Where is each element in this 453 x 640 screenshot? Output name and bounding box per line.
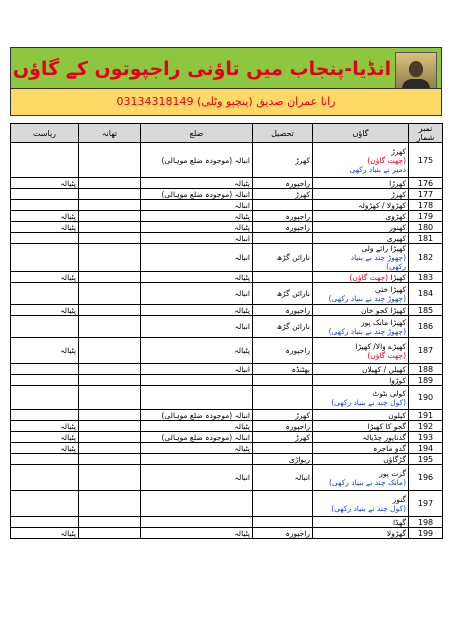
village-line: کھیڑے والا/ کھیڑا [355, 341, 406, 351]
col-header-tehsil: تحصیل [253, 124, 313, 143]
cell-tehsil: راجپورہ [253, 305, 313, 316]
col-header-thana: تھانہ [79, 124, 141, 143]
cell-state [11, 233, 79, 244]
village-line: کھیڑا مانک پور [361, 317, 406, 327]
cell-state: پٹیالہ [11, 178, 79, 189]
cell-state: پٹیالہ [11, 211, 79, 222]
village-line: کھیڑا خئی [374, 284, 406, 294]
cell-thana [79, 222, 141, 233]
cell-thana [79, 454, 141, 465]
cell-village [313, 517, 409, 528]
cell-num: 184 [409, 283, 443, 305]
cell-district [141, 375, 253, 386]
cell-tehsil [253, 233, 313, 244]
cell-village [313, 432, 409, 443]
table-row [11, 283, 443, 305]
villages-table [10, 123, 443, 539]
cell-num: 194 [409, 443, 443, 454]
table-row [11, 244, 443, 272]
table-row [11, 443, 443, 454]
village-line: گجو کا کھیڑا [367, 421, 406, 431]
cell-tehsil: نارائن گڑھ [253, 316, 313, 338]
cell-thana [79, 386, 141, 410]
table-row [11, 465, 443, 491]
table-row [11, 386, 443, 410]
cell-thana [79, 410, 141, 421]
cell-num: 193 [409, 432, 443, 443]
cell-village [313, 222, 409, 233]
cell-state [11, 316, 79, 338]
cell-district: پٹیالہ [141, 272, 253, 283]
col-header-num: نمبر شمار [409, 124, 443, 143]
cell-thana [79, 443, 141, 454]
cell-thana [79, 432, 141, 443]
author-line: رانا عمران صدیق (پنچپو وٹلی) 03134318149 [116, 95, 336, 108]
cell-tehsil [253, 517, 313, 528]
village-line: کھیڑا کجو خان [361, 305, 406, 315]
cell-district: پٹیالہ [141, 443, 253, 454]
village-line: کھنور [389, 222, 406, 232]
cell-tehsil [253, 272, 313, 283]
cell-tehsil: راجپورہ [253, 211, 313, 222]
cell-num: 181 [409, 233, 443, 244]
cell-village [313, 178, 409, 189]
cell-num: 190 [409, 386, 443, 410]
cell-state [11, 244, 79, 272]
cell-tehsil: کھرڑ [253, 410, 313, 421]
village-line: گھڈا [392, 517, 406, 527]
portrait-head [409, 61, 423, 77]
author-banner [10, 88, 442, 116]
cell-num: 183 [409, 272, 443, 283]
cell-village [313, 272, 409, 283]
cell-state [11, 517, 79, 528]
cell-village [313, 491, 409, 517]
village-line: گھڑولا [386, 528, 406, 538]
cell-tehsil: نارائن گڑھ [253, 244, 313, 272]
cell-tehsil: راجپورہ [253, 178, 313, 189]
cell-tehsil: بھٹنڈہ [253, 364, 313, 375]
cell-tehsil: نارائن گڑھ [253, 283, 313, 305]
table-row [11, 421, 443, 432]
village-line: گزت پور [379, 468, 406, 478]
village-line: کھیلن / کھیلاں [361, 364, 406, 374]
cell-village [313, 283, 409, 305]
cell-tehsil [253, 443, 313, 454]
cell-state: پٹیالہ [11, 432, 79, 443]
cell-state [11, 200, 79, 211]
village-line: کھیڑا (چھت گاؤں) [349, 272, 406, 282]
cell-num: 186 [409, 316, 443, 338]
cell-thana [79, 465, 141, 491]
cell-district: انبالہ [141, 316, 253, 338]
cell-village [313, 443, 409, 454]
cell-village [313, 421, 409, 432]
cell-district: پٹیالہ [141, 421, 253, 432]
table-row [11, 491, 443, 517]
cell-state [11, 454, 79, 465]
cell-tehsil: کھرڑ [253, 143, 313, 178]
cell-num: 189 [409, 375, 443, 386]
cell-district [141, 517, 253, 528]
table-row [11, 272, 443, 283]
cell-thana [79, 305, 141, 316]
cell-state [11, 465, 79, 491]
cell-state: پٹیالہ [11, 222, 79, 233]
cell-village [313, 375, 409, 386]
cell-district [141, 386, 253, 410]
table-row [11, 517, 443, 528]
cell-district: انبالہ [141, 200, 253, 211]
cell-tehsil: ریواڑی [253, 454, 313, 465]
cell-thana [79, 364, 141, 375]
cell-village [313, 211, 409, 222]
table-row [11, 316, 443, 338]
col-header-village: گاؤں [313, 124, 409, 143]
cell-tehsil: کھرڑ [253, 432, 313, 443]
page-title: انڈیا-پنجاب میں تاؤنی راجپوتوں کے گاؤں [12, 58, 392, 80]
cell-tehsil [253, 200, 313, 211]
cell-thana [79, 338, 141, 364]
cell-num: 187 [409, 338, 443, 364]
cell-village [313, 454, 409, 465]
cell-village [313, 305, 409, 316]
table-row [11, 454, 443, 465]
cell-village [313, 244, 409, 272]
village-line: (چھوڑ چند نے بنیاد رکھی) [328, 293, 406, 303]
cell-tehsil [253, 375, 313, 386]
cell-thana [79, 143, 141, 178]
village-line: کھرڑ [391, 146, 406, 156]
cell-village [313, 410, 409, 421]
cell-thana [79, 375, 141, 386]
village-line: رکھی) [386, 262, 406, 271]
cell-state [11, 143, 79, 178]
village-line: کھڑوی [385, 211, 406, 221]
cell-district: پٹیالہ [141, 338, 253, 364]
cell-village [313, 364, 409, 375]
village-line: گنور [392, 494, 406, 504]
cell-district: پٹیالہ [141, 178, 253, 189]
table-row [11, 305, 443, 316]
cell-state: پٹیالہ [11, 528, 79, 539]
cell-village [313, 465, 409, 491]
cell-state [11, 283, 79, 305]
cell-state [11, 375, 79, 386]
village-line: (چھت گاؤں) [367, 155, 406, 165]
table-row [11, 178, 443, 189]
cell-num: 178 [409, 200, 443, 211]
table-row [11, 338, 443, 364]
cell-tehsil: راجپورہ [253, 338, 313, 364]
cell-district [141, 491, 253, 517]
cell-state: پٹیالہ [11, 305, 79, 316]
cell-village [313, 189, 409, 200]
village-line: (کول چند نے بنیاد رکھی) [331, 397, 406, 407]
cell-tehsil: انبالہ [253, 465, 313, 491]
cell-thana [79, 189, 141, 200]
cell-state [11, 410, 79, 421]
cell-num: 191 [409, 410, 443, 421]
table-row [11, 364, 443, 375]
cell-district: پٹیالہ [141, 211, 253, 222]
col-header-district: ضلع [141, 124, 253, 143]
village-line: (چھوڑ چند نے بنیاد [350, 253, 406, 262]
table-row [11, 528, 443, 539]
cell-village [313, 528, 409, 539]
cell-tehsil: راجپورہ [253, 528, 313, 539]
cell-num: 185 [409, 305, 443, 316]
table-row [11, 189, 443, 200]
table-row [11, 200, 443, 211]
cell-district: انبالہ [141, 283, 253, 305]
cell-district: انبالہ (موجودہ ضلع موہالی) [141, 410, 253, 421]
cell-thana [79, 233, 141, 244]
cell-thana [79, 528, 141, 539]
table-row [11, 222, 443, 233]
cell-num: 198 [409, 517, 443, 528]
cell-district: پٹیالہ [141, 528, 253, 539]
village-line: کھرڑ [391, 189, 406, 199]
cell-num: 180 [409, 222, 443, 233]
cell-num: 177 [409, 189, 443, 200]
village-line: گدناپور چڈیالہ [362, 432, 406, 442]
cell-state: پٹیالہ [11, 443, 79, 454]
cell-village [313, 143, 409, 178]
col-header-state: ریاست [11, 124, 79, 143]
cell-thana [79, 244, 141, 272]
cell-thana [79, 178, 141, 189]
cell-num: 197 [409, 491, 443, 517]
cell-district: انبالہ (موجودہ ضلع موہالی) [141, 143, 253, 178]
cell-district: انبالہ (موجودہ ضلع موہالی) [141, 432, 253, 443]
cell-state: پٹیالہ [11, 421, 79, 432]
cell-district: انبالہ [141, 465, 253, 491]
village-line: کھڑولا / کھڑولہ [358, 200, 406, 210]
cell-tehsil [253, 386, 313, 410]
cell-village [313, 233, 409, 244]
cell-state: پٹیالہ [11, 338, 79, 364]
cell-num: 196 [409, 465, 443, 491]
cell-num: 179 [409, 211, 443, 222]
cell-district [141, 454, 253, 465]
cell-num: 176 [409, 178, 443, 189]
cell-district: انبالہ [141, 364, 253, 375]
cell-thana [79, 211, 141, 222]
cell-district: انبالہ [141, 233, 253, 244]
table-row [11, 143, 443, 178]
village-line: کھیری [386, 233, 406, 243]
cell-thana [79, 316, 141, 338]
cell-state [11, 189, 79, 200]
cell-district: پٹیالہ [141, 305, 253, 316]
village-line: گدو ماجرہ [373, 443, 406, 453]
table-row [11, 410, 443, 421]
cell-num: 188 [409, 364, 443, 375]
cell-num: 175 [409, 143, 443, 178]
village-line: کھرڑا [389, 178, 406, 188]
table-body [11, 143, 443, 539]
village-line: کولی بٹوٹ [372, 388, 406, 398]
village-line: کوڑوا [389, 375, 406, 385]
village-line: (کول چند نے بنیاد رکھی) [331, 503, 406, 513]
cell-village [313, 386, 409, 410]
cell-thana [79, 421, 141, 432]
cell-thana [79, 517, 141, 528]
table-header-row [11, 124, 443, 143]
cell-district: انبالہ (موجودہ ضلع موہالی) [141, 189, 253, 200]
cell-district: انبالہ [141, 244, 253, 272]
village-line: کیلون [388, 410, 406, 420]
cell-village [313, 338, 409, 364]
table-row [11, 233, 443, 244]
cell-state: پٹیالہ [11, 272, 79, 283]
cell-tehsil: کھرڑ [253, 189, 313, 200]
cell-num: 195 [409, 454, 443, 465]
cell-village [313, 200, 409, 211]
cell-district: پٹیالہ [141, 222, 253, 233]
cell-thana [79, 491, 141, 517]
cell-village [313, 316, 409, 338]
table-row [11, 211, 443, 222]
cell-state [11, 491, 79, 517]
cell-state [11, 364, 79, 375]
cell-thana [79, 272, 141, 283]
cell-thana [79, 200, 141, 211]
cell-num: 192 [409, 421, 443, 432]
cell-state [11, 386, 79, 410]
village-line: (مانک چند نے بنیاد رکھی) [329, 477, 406, 487]
table-row [11, 375, 443, 386]
village-line: (چھوڑ چند نے بنیاد رکھی) [328, 326, 406, 336]
village-line: گڑگاؤں [383, 454, 406, 464]
cell-thana [79, 283, 141, 305]
cell-num: 199 [409, 528, 443, 539]
village-line: (چھت گاؤں) [367, 350, 406, 360]
cell-tehsil: راجپورہ [253, 222, 313, 233]
table-row [11, 432, 443, 443]
village-line: کھیڑا رائے ولی [361, 244, 406, 253]
cell-tehsil [253, 491, 313, 517]
village-line: دمیر نے بنیاد رکھی [349, 164, 406, 174]
cell-num: 182 [409, 244, 443, 272]
cell-tehsil: راجپورہ [253, 421, 313, 432]
